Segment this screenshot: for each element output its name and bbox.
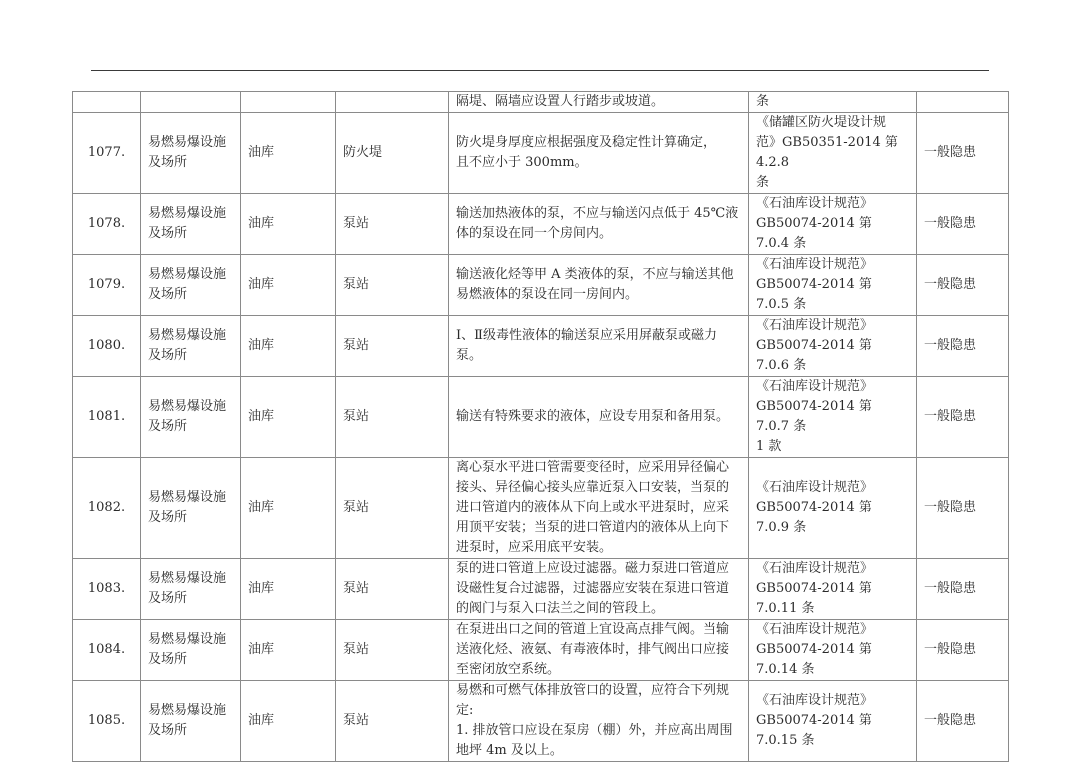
place-cell: 油库 xyxy=(241,113,336,194)
content-cell: 防火堤身厚度应根据强度及稳定性计算确定， 且不应小于 300mm。 xyxy=(449,113,749,194)
row-number xyxy=(73,92,141,113)
basis-cell: 《储罐区防火堤设计规 范》GB50351-2014 第 4.2.8 条 xyxy=(749,113,917,194)
item-cell: 泵站 xyxy=(336,620,449,681)
row-number: 1077. xyxy=(73,113,141,194)
row-number: 1080. xyxy=(73,316,141,377)
item-cell xyxy=(336,92,449,113)
place-cell: 油库 xyxy=(241,316,336,377)
level-cell: 一般隐患 xyxy=(917,681,1009,762)
table-row xyxy=(73,316,1009,377)
item-cell: 泵站 xyxy=(336,458,449,559)
row-number: 1078. xyxy=(73,194,141,255)
level-cell: 一般隐患 xyxy=(917,620,1009,681)
place-cell xyxy=(241,92,336,113)
item-cell: 防火堤 xyxy=(336,113,449,194)
level-cell: 一般隐患 xyxy=(917,458,1009,559)
table-row xyxy=(73,458,1009,559)
content-cell: 泵的进口管道上应设过滤器。磁力泵进口管道应 设磁性复合过滤器，过滤器应安装在泵进口管道 的阀门与泵入口法兰之间的管段上。 xyxy=(449,559,749,620)
table-row xyxy=(73,681,1009,762)
table-row xyxy=(73,377,1009,458)
place-cell: 油库 xyxy=(241,377,336,458)
row-number: 1081. xyxy=(73,377,141,458)
category-cell: 易燃易爆设施 及场所 xyxy=(141,681,241,762)
table-row xyxy=(73,194,1009,255)
category-cell: 易燃易爆设施 及场所 xyxy=(141,377,241,458)
place-cell: 油库 xyxy=(241,458,336,559)
category-cell: 易燃易爆设施 及场所 xyxy=(141,458,241,559)
header-rule xyxy=(91,70,989,71)
hazard-table xyxy=(72,91,1009,762)
basis-cell: 《石油库设计规范》 GB50074-2014 第 7.0.15 条 xyxy=(749,681,917,762)
content-cell: 隔堤、隔墙应设置人行踏步或坡道。 xyxy=(449,92,749,113)
row-number: 1083. xyxy=(73,559,141,620)
level-cell: 一般隐患 xyxy=(917,559,1009,620)
basis-cell: 《石油库设计规范》 GB50074-2014 第 7.0.11 条 xyxy=(749,559,917,620)
category-cell: 易燃易爆设施 及场所 xyxy=(141,255,241,316)
item-cell: 泵站 xyxy=(336,681,449,762)
place-cell: 油库 xyxy=(241,194,336,255)
category-cell: 易燃易爆设施 及场所 xyxy=(141,194,241,255)
content-cell: 离心泵水平进口管需要变径时，应采用异径偏心 接头、异径偏心接头应靠近泵入口安装，当泵的 进口管道内的液体从下向上或水平进泵时，应采 用顶平安装；当泵的进口管道内的液体从上向下 进泵时，应采用底平安装。 xyxy=(449,458,749,559)
content-cell: 在泵进出口之间的管道上宜设高点排气阀。当输 送液化烃、液氨、有毒液体时，排气阀出口应接 至密闭放空系统。 xyxy=(449,620,749,681)
place-cell: 油库 xyxy=(241,255,336,316)
basis-cell: 《石油库设计规范》 GB50074-2014 第 7.0.9 条 xyxy=(749,458,917,559)
item-cell: 泵站 xyxy=(336,255,449,316)
row-number: 1079. xyxy=(73,255,141,316)
table-row xyxy=(73,559,1009,620)
basis-cell: 条 xyxy=(749,92,917,113)
category-cell: 易燃易爆设施 及场所 xyxy=(141,559,241,620)
basis-cell: 《石油库设计规范》 GB50074-2014 第 7.0.5 条 xyxy=(749,255,917,316)
table-row xyxy=(73,255,1009,316)
content-cell: 输送液化烃等甲 A 类液体的泵，不应与输送其他 易燃液体的泵设在同一房间内。 xyxy=(449,255,749,316)
content-cell: 输送有特殊要求的液体，应设专用泵和备用泵。 xyxy=(449,377,749,458)
row-number: 1085. xyxy=(73,681,141,762)
content-cell: Ⅰ、Ⅱ级毒性液体的输送泵应采用屏蔽泵或磁力 泵。 xyxy=(449,316,749,377)
content-cell: 输送加热液体的泵，不应与输送闪点低于 45℃液 体的泵设在同一个房间内。 xyxy=(449,194,749,255)
category-cell xyxy=(141,92,241,113)
category-cell: 易燃易爆设施 及场所 xyxy=(141,620,241,681)
place-cell: 油库 xyxy=(241,559,336,620)
basis-cell: 《石油库设计规范》 GB50074-2014 第 7.0.7 条 1 款 xyxy=(749,377,917,458)
basis-cell: 《石油库设计规范》 GB50074-2014 第 7.0.6 条 xyxy=(749,316,917,377)
level-cell: 一般隐患 xyxy=(917,113,1009,194)
item-cell: 泵站 xyxy=(336,559,449,620)
table-row xyxy=(73,620,1009,681)
row-number: 1084. xyxy=(73,620,141,681)
row-number: 1082. xyxy=(73,458,141,559)
table-row xyxy=(73,113,1009,194)
level-cell: 一般隐患 xyxy=(917,194,1009,255)
category-cell: 易燃易爆设施 及场所 xyxy=(141,113,241,194)
item-cell: 泵站 xyxy=(336,194,449,255)
basis-cell: 《石油库设计规范》 GB50074-2014 第 7.0.14 条 xyxy=(749,620,917,681)
place-cell: 油库 xyxy=(241,681,336,762)
level-cell: 一般隐患 xyxy=(917,377,1009,458)
basis-cell: 《石油库设计规范》 GB50074-2014 第 7.0.4 条 xyxy=(749,194,917,255)
table-row xyxy=(73,92,1009,113)
category-cell: 易燃易爆设施 及场所 xyxy=(141,316,241,377)
level-cell: 一般隐患 xyxy=(917,255,1009,316)
item-cell: 泵站 xyxy=(336,316,449,377)
level-cell: 一般隐患 xyxy=(917,316,1009,377)
item-cell: 泵站 xyxy=(336,377,449,458)
place-cell: 油库 xyxy=(241,620,336,681)
content-cell: 易燃和可燃气体排放管口的设置，应符合下列规 定: 1. 排放管口应设在泵房（棚）外，并应高出周围 地坪 4m 及以上。 xyxy=(449,681,749,762)
level-cell xyxy=(917,92,1009,113)
